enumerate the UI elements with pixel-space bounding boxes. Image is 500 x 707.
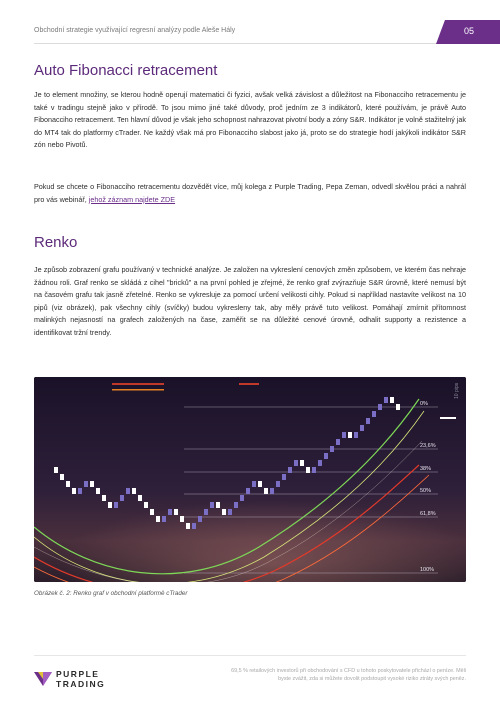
renko-brick xyxy=(276,481,280,487)
renko-brick xyxy=(318,460,322,466)
renko-brick xyxy=(84,481,88,487)
renko-brick xyxy=(378,404,382,410)
renko-brick xyxy=(240,495,244,501)
renko-brick xyxy=(300,460,304,466)
renko-brick xyxy=(210,502,214,508)
current-price-marker xyxy=(440,417,456,419)
document-title: Obchodní strategie využívající regresní analýzy podle Aleše Hály xyxy=(34,27,236,34)
renko-brick xyxy=(258,481,262,487)
section-heading-fibonacci: Auto Fibonacci retracement xyxy=(34,62,218,79)
fibonacci-paragraph: Je to element množiny, se kterou hodně operují matematici či fyzici, avšak velká závislost a důležitost na Fibonacciho retracementu je také v tradingu stejně jako v přírodě. To jsou mimo jiné také důvody, proč jedním ze 3 indikátorů, které používám, je právě Auto Fibonacciho retracement. Ten hlavní důvod je však jeho schopnost nahrazovat pivotní body a zóny S&R. Indikátor je volně stažitelný jak do MT4 tak do platformy cTrader. Ne každý však má pro Fibonacciho slabost jako já, proto se do strategie hodí jakýkoli indikátor S&R zón nebo Pivotů. xyxy=(34,90,466,149)
renko-brick xyxy=(348,432,352,438)
renko-brick xyxy=(90,481,94,487)
renko-brick xyxy=(396,404,400,410)
webinar-text: Pokud se chcete o Fibonacciho retracementu dozvědět více, můj kolega z Purple Trading, Pepa Zeman, odvedl skvělou práci a nahrál pro vás webinář, xyxy=(34,182,466,204)
renko-brick xyxy=(126,488,130,494)
renko-brick xyxy=(186,523,190,529)
renko-brick xyxy=(312,467,316,473)
renko-brick xyxy=(282,474,286,480)
renko-paragraph: Je způsob zobrazení grafu používaný v technické analýze. Je založen na vykreslení cenových změn způsobem, ve kterém čas nehraje žádnou roli. Graf renko se skládá z cihel "bricků" a na první pohled je zřejmé, že renko graf zvýrazňuje S&R úrovně, které nemusí být na časovém grafu tak jasně zřetelné. Renko se vykresluje za pomocí určení velikosti cihly. Pokud si například nastavíte velikost na 10 pipů (viz obrázek), pak všechny cihly (svíčky) budou vykresleny tak, aby měly právě tuto velikost. Pomáhají zmírnit přítomnost malinkých nejasností na grafech založených na čase, zaměřit se na důležité cenové úrovně, odhalit supporty a rezistence a identifikovat tržní trendy. xyxy=(34,265,466,337)
renko-brick xyxy=(102,495,106,501)
renko-brick xyxy=(60,474,64,480)
renko-brick xyxy=(198,516,202,522)
logo-line-2: TRADING xyxy=(56,679,106,689)
fib-label: 100% xyxy=(420,567,435,573)
renko-brick xyxy=(288,467,292,473)
renko-brick xyxy=(78,488,82,494)
renko-brick xyxy=(354,432,358,438)
renko-brick xyxy=(336,439,340,445)
toolbar-marker-orange xyxy=(112,389,164,391)
renko-brick xyxy=(384,397,388,403)
renko-brick xyxy=(132,488,136,494)
renko-brick xyxy=(270,488,274,494)
renko-brick xyxy=(108,502,112,508)
fib-label: 38% xyxy=(420,466,432,472)
section-heading-renko: Renko xyxy=(34,234,78,251)
renko-brick xyxy=(156,516,160,522)
renko-brick xyxy=(372,411,376,417)
toolbar-marker-red xyxy=(112,383,164,385)
footer-divider xyxy=(34,655,466,656)
purple-trading-logo xyxy=(34,668,134,690)
renko-brick xyxy=(342,432,346,438)
renko-brick xyxy=(330,446,334,452)
renko-chart-image xyxy=(34,377,466,582)
renko-brick xyxy=(138,495,142,501)
brick-size-label: 10 pips xyxy=(454,382,460,399)
renko-brick xyxy=(72,488,76,494)
renko-brick xyxy=(264,488,268,494)
renko-brick xyxy=(174,509,178,515)
renko-brick xyxy=(234,502,238,508)
renko-chart xyxy=(34,377,466,582)
webinar-link[interactable]: jehož záznam najdete ZDE xyxy=(88,194,176,204)
renko-brick xyxy=(120,495,124,501)
renko-brick xyxy=(294,460,298,466)
renko-brick xyxy=(144,502,148,508)
logo-line-1: PURPLE xyxy=(56,669,100,679)
renko-brick xyxy=(228,509,232,515)
renko-brick xyxy=(192,523,196,529)
renko-brick xyxy=(360,425,364,431)
risk-disclaimer: 69,5 % retailových investorů při obchodování s CFD u tohoto poskytovatele přichází o peníze. Měli byste zvážit, zda si můžete dovolit podstoupit vysoké riziko ztráty svých peněz. xyxy=(231,668,466,682)
renko-brick xyxy=(222,509,226,515)
renko-brick xyxy=(252,481,256,487)
renko-brick xyxy=(180,516,184,522)
renko-brick xyxy=(246,488,250,494)
page-number: 05 xyxy=(463,26,474,36)
renko-brick xyxy=(150,509,154,515)
logo-icon xyxy=(34,670,52,688)
fib-label: 50% xyxy=(420,488,432,494)
renko-brick xyxy=(168,509,172,515)
renko-brick xyxy=(204,509,208,515)
renko-brick xyxy=(366,418,370,424)
renko-brick xyxy=(66,481,70,487)
renko-brick xyxy=(162,516,166,522)
logo-wordmark xyxy=(56,669,105,689)
renko-brick xyxy=(306,467,310,473)
renko-brick xyxy=(114,502,118,508)
page-header xyxy=(34,20,500,44)
fib-label: 23,6% xyxy=(420,443,436,449)
renko-brick xyxy=(324,453,328,459)
fib-label: 0% xyxy=(420,401,428,407)
renko-brick xyxy=(54,467,58,473)
renko-brick xyxy=(390,397,394,403)
fib-label: 61,8% xyxy=(420,511,436,517)
toolbar-marker-red-2 xyxy=(239,383,259,385)
renko-brick xyxy=(216,502,220,508)
fibonacci-webinar-paragraph xyxy=(34,181,466,206)
renko-brick xyxy=(96,488,100,494)
figure-caption: Obrázek č. 2: Renko graf v obchodní platformě cTrader xyxy=(34,590,188,597)
